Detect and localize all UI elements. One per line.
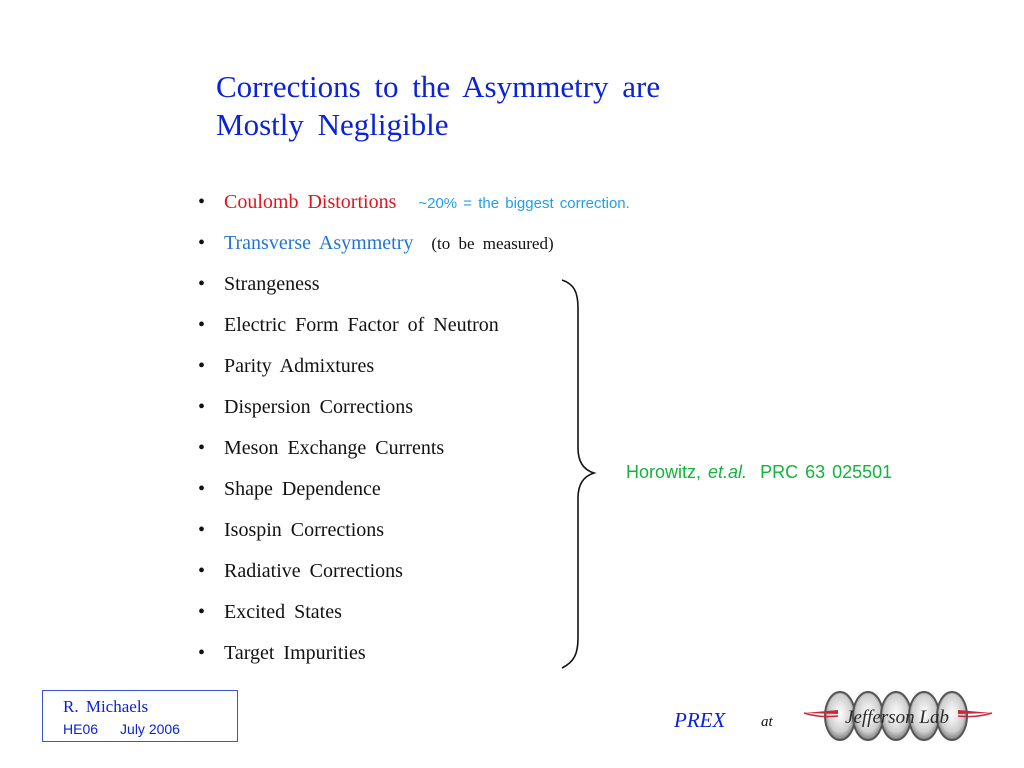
list-item-label: Dispersion Corrections: [224, 396, 413, 418]
bullet-icon: •: [198, 437, 206, 459]
bullet-icon: •: [198, 601, 206, 623]
list-item-label: Shape Dependence: [224, 478, 381, 500]
author-name: R. Michaels: [63, 697, 149, 716]
author-box: [42, 690, 238, 742]
at-label: at: [761, 714, 773, 730]
event-info: [63, 721, 180, 737]
bullet-icon: •: [198, 642, 206, 664]
bullet-icon: •: [198, 232, 206, 254]
list-item-label: Coulomb Distortions: [224, 191, 397, 213]
slide-title-line-2: Mostly Negligible: [216, 107, 449, 142]
jefferson-lab-logo: [800, 688, 994, 748]
experiment-name: PREX: [674, 708, 726, 732]
bullet-icon: •: [198, 314, 206, 336]
list-item-label: Strangeness: [224, 273, 320, 295]
slide-title-line-1: Corrections to the Asymmetry are: [216, 69, 661, 104]
bullet-icon: •: [198, 191, 206, 213]
list-item-label: Radiative Corrections: [224, 560, 403, 582]
bullet-icon: •: [198, 519, 206, 541]
citation-reference: PRC 63 025501: [760, 462, 893, 482]
bullet-icon: •: [198, 478, 206, 500]
event-date: July 2006: [120, 721, 180, 737]
bullet-icon: •: [198, 560, 206, 582]
list-item-label: Transverse Asymmetry: [224, 232, 414, 254]
slide-title: [216, 68, 776, 144]
list-item-label: Electric Form Factor of Neutron: [224, 314, 499, 336]
svg-text:Jefferson Lab: Jefferson Lab: [845, 707, 949, 728]
list-item-label: Parity Admixtures: [224, 355, 375, 377]
list-item-note: (to be measured): [431, 234, 554, 253]
list-item-label: Excited States: [224, 601, 342, 623]
curly-brace-icon: [560, 278, 600, 670]
bullet-icon: •: [198, 396, 206, 418]
citation-etal: et.al.: [708, 462, 748, 482]
conference-name: HE06: [63, 721, 99, 737]
bullet-icon: •: [198, 273, 206, 295]
list-item-label: Isospin Corrections: [224, 519, 385, 541]
citation-author: Horowitz,: [626, 462, 702, 482]
bullet-icon: •: [198, 355, 206, 377]
list-item-label: Target Impurities: [224, 642, 366, 664]
citation: [626, 462, 892, 483]
list-item-label: Meson Exchange Currents: [224, 437, 445, 459]
list-item-note: ~20% = the biggest correction.: [418, 195, 630, 212]
